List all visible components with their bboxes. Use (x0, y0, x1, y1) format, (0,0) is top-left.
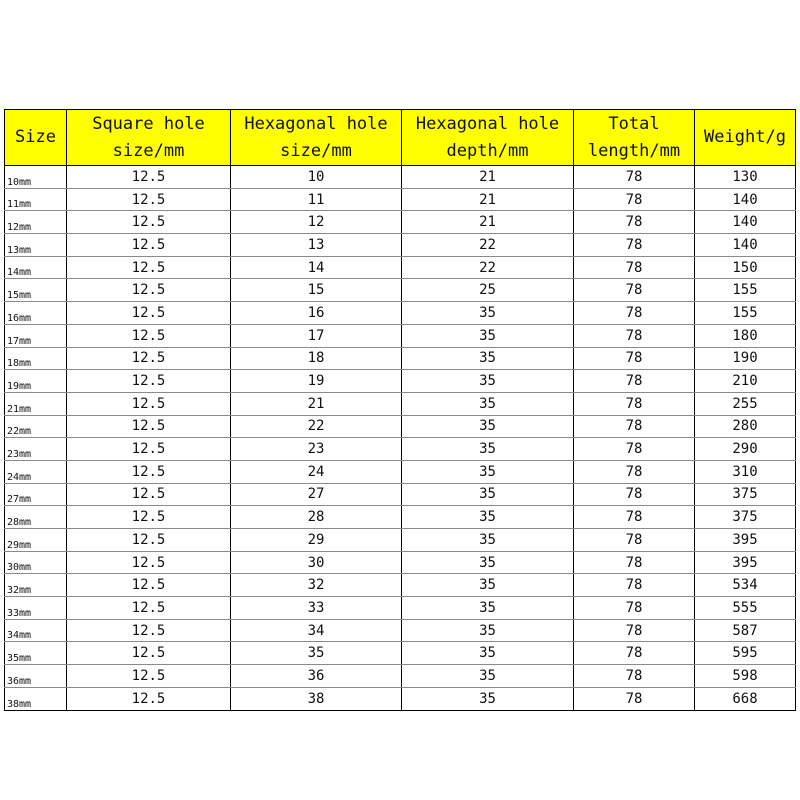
size-cell: 10mm (5, 166, 67, 189)
hexagonal-hole-size-cell: 24 (231, 460, 402, 483)
header-hexagonal-hole-size: Hexagonal hole size/mm (231, 110, 402, 166)
hexagonal-hole-size-cell: 14 (231, 256, 402, 279)
square-hole-size-cell: 12.5 (67, 211, 231, 234)
table-row (5, 211, 796, 234)
table-row (5, 347, 796, 370)
size-cell: 30mm (5, 551, 67, 574)
square-hole-size-cell: 12.5 (67, 415, 231, 438)
table-row (5, 687, 796, 710)
hexagonal-hole-depth-cell: 35 (402, 597, 574, 620)
hexagonal-hole-depth-cell: 35 (402, 574, 574, 597)
hexagonal-hole-depth-cell: 35 (402, 415, 574, 438)
hexagonal-hole-size-cell: 34 (231, 619, 402, 642)
weight-cell: 140 (695, 188, 796, 211)
hexagonal-hole-depth-cell: 35 (402, 642, 574, 665)
table-row (5, 234, 796, 257)
square-hole-size-cell: 12.5 (67, 392, 231, 415)
header-weight: Weight/g (695, 110, 796, 166)
total-length-cell: 78 (574, 370, 695, 393)
total-length-cell: 78 (574, 188, 695, 211)
weight-cell: 280 (695, 415, 796, 438)
size-cell: 19mm (5, 370, 67, 393)
hexagonal-hole-size-cell: 36 (231, 665, 402, 688)
size-cell: 22mm (5, 415, 67, 438)
hexagonal-hole-depth-cell: 35 (402, 483, 574, 506)
size-cell: 12mm (5, 211, 67, 234)
total-length-cell: 78 (574, 551, 695, 574)
hexagonal-hole-size-cell: 13 (231, 234, 402, 257)
weight-cell: 130 (695, 166, 796, 189)
square-hole-size-cell: 12.5 (67, 619, 231, 642)
hexagonal-hole-size-cell: 12 (231, 211, 402, 234)
table-row (5, 665, 796, 688)
size-cell: 27mm (5, 483, 67, 506)
table-body (5, 166, 796, 711)
hexagonal-hole-depth-cell: 35 (402, 324, 574, 347)
total-length-cell: 78 (574, 597, 695, 620)
square-hole-size-cell: 12.5 (67, 551, 231, 574)
weight-cell: 255 (695, 392, 796, 415)
hexagonal-hole-size-cell: 17 (231, 324, 402, 347)
square-hole-size-cell: 12.5 (67, 574, 231, 597)
total-length-cell: 78 (574, 234, 695, 257)
weight-cell: 534 (695, 574, 796, 597)
hexagonal-hole-depth-cell: 22 (402, 256, 574, 279)
total-length-cell: 78 (574, 347, 695, 370)
hexagonal-hole-size-cell: 33 (231, 597, 402, 620)
hexagonal-hole-size-cell: 38 (231, 687, 402, 710)
total-length-cell: 78 (574, 438, 695, 461)
hexagonal-hole-depth-cell: 25 (402, 279, 574, 302)
table-row (5, 415, 796, 438)
size-cell: 38mm (5, 687, 67, 710)
total-length-cell: 78 (574, 460, 695, 483)
table-row (5, 188, 796, 211)
header-size: Size (5, 110, 67, 166)
table-row (5, 551, 796, 574)
hexagonal-hole-depth-cell: 35 (402, 687, 574, 710)
weight-cell: 310 (695, 460, 796, 483)
table-row (5, 483, 796, 506)
table-row (5, 460, 796, 483)
hexagonal-hole-depth-cell: 35 (402, 302, 574, 325)
hexagonal-hole-size-cell: 27 (231, 483, 402, 506)
total-length-cell: 78 (574, 211, 695, 234)
size-cell: 33mm (5, 597, 67, 620)
size-cell: 24mm (5, 460, 67, 483)
total-length-cell: 78 (574, 483, 695, 506)
square-hole-size-cell: 12.5 (67, 324, 231, 347)
hexagonal-hole-size-cell: 19 (231, 370, 402, 393)
square-hole-size-cell: 12.5 (67, 256, 231, 279)
square-hole-size-cell: 12.5 (67, 597, 231, 620)
hexagonal-hole-size-cell: 29 (231, 529, 402, 552)
hexagonal-hole-size-cell: 15 (231, 279, 402, 302)
size-cell: 16mm (5, 302, 67, 325)
size-cell: 34mm (5, 619, 67, 642)
hexagonal-hole-depth-cell: 35 (402, 370, 574, 393)
square-hole-size-cell: 12.5 (67, 529, 231, 552)
weight-cell: 140 (695, 211, 796, 234)
weight-cell: 180 (695, 324, 796, 347)
square-hole-size-cell: 12.5 (67, 438, 231, 461)
hexagonal-hole-size-cell: 16 (231, 302, 402, 325)
square-hole-size-cell: 12.5 (67, 460, 231, 483)
table-row (5, 166, 796, 189)
size-cell: 13mm (5, 234, 67, 257)
hexagonal-hole-size-cell: 30 (231, 551, 402, 574)
hexagonal-hole-depth-cell: 35 (402, 665, 574, 688)
size-cell: 11mm (5, 188, 67, 211)
header-row (5, 110, 796, 166)
weight-cell: 155 (695, 302, 796, 325)
spec-table (4, 109, 796, 711)
total-length-cell: 78 (574, 642, 695, 665)
total-length-cell: 78 (574, 665, 695, 688)
square-hole-size-cell: 12.5 (67, 642, 231, 665)
weight-cell: 155 (695, 279, 796, 302)
square-hole-size-cell: 12.5 (67, 506, 231, 529)
size-cell: 21mm (5, 392, 67, 415)
total-length-cell: 78 (574, 529, 695, 552)
weight-cell: 290 (695, 438, 796, 461)
total-length-cell: 78 (574, 415, 695, 438)
hexagonal-hole-depth-cell: 21 (402, 166, 574, 189)
hexagonal-hole-size-cell: 21 (231, 392, 402, 415)
hexagonal-hole-depth-cell: 21 (402, 188, 574, 211)
hexagonal-hole-size-cell: 35 (231, 642, 402, 665)
hexagonal-hole-size-cell: 22 (231, 415, 402, 438)
hexagonal-hole-depth-cell: 21 (402, 211, 574, 234)
total-length-cell: 78 (574, 324, 695, 347)
square-hole-size-cell: 12.5 (67, 302, 231, 325)
size-cell: 18mm (5, 347, 67, 370)
hexagonal-hole-depth-cell: 35 (402, 438, 574, 461)
total-length-cell: 78 (574, 256, 695, 279)
square-hole-size-cell: 12.5 (67, 687, 231, 710)
size-cell: 15mm (5, 279, 67, 302)
size-cell: 14mm (5, 256, 67, 279)
total-length-cell: 78 (574, 574, 695, 597)
weight-cell: 140 (695, 234, 796, 257)
weight-cell: 668 (695, 687, 796, 710)
table-row (5, 302, 796, 325)
size-cell: 29mm (5, 529, 67, 552)
square-hole-size-cell: 12.5 (67, 483, 231, 506)
table-row (5, 619, 796, 642)
table-row (5, 279, 796, 302)
table-row (5, 392, 796, 415)
square-hole-size-cell: 12.5 (67, 166, 231, 189)
hexagonal-hole-depth-cell: 35 (402, 392, 574, 415)
square-hole-size-cell: 12.5 (67, 279, 231, 302)
weight-cell: 190 (695, 347, 796, 370)
weight-cell: 555 (695, 597, 796, 620)
weight-cell: 395 (695, 529, 796, 552)
total-length-cell: 78 (574, 279, 695, 302)
size-cell: 32mm (5, 574, 67, 597)
table-row (5, 597, 796, 620)
square-hole-size-cell: 12.5 (67, 234, 231, 257)
table-row (5, 574, 796, 597)
header-square-hole-size: Square hole size/mm (67, 110, 231, 166)
size-cell: 28mm (5, 506, 67, 529)
hexagonal-hole-size-cell: 23 (231, 438, 402, 461)
hexagonal-hole-depth-cell: 35 (402, 347, 574, 370)
table-row (5, 256, 796, 279)
weight-cell: 375 (695, 506, 796, 529)
hexagonal-hole-depth-cell: 35 (402, 551, 574, 574)
weight-cell: 395 (695, 551, 796, 574)
square-hole-size-cell: 12.5 (67, 370, 231, 393)
weight-cell: 375 (695, 483, 796, 506)
weight-cell: 587 (695, 619, 796, 642)
table-row (5, 370, 796, 393)
table-row (5, 506, 796, 529)
weight-cell: 595 (695, 642, 796, 665)
total-length-cell: 78 (574, 506, 695, 529)
size-cell: 23mm (5, 438, 67, 461)
square-hole-size-cell: 12.5 (67, 665, 231, 688)
hexagonal-hole-depth-cell: 22 (402, 234, 574, 257)
total-length-cell: 78 (574, 166, 695, 189)
table-row (5, 529, 796, 552)
size-cell: 35mm (5, 642, 67, 665)
weight-cell: 598 (695, 665, 796, 688)
hexagonal-hole-depth-cell: 35 (402, 506, 574, 529)
total-length-cell: 78 (574, 302, 695, 325)
hexagonal-hole-depth-cell: 35 (402, 460, 574, 483)
size-cell: 17mm (5, 324, 67, 347)
total-length-cell: 78 (574, 392, 695, 415)
hexagonal-hole-size-cell: 28 (231, 506, 402, 529)
table-row (5, 324, 796, 347)
hexagonal-hole-size-cell: 10 (231, 166, 402, 189)
square-hole-size-cell: 12.5 (67, 347, 231, 370)
header-hexagonal-hole-depth: Hexagonal hole depth/mm (402, 110, 574, 166)
size-cell: 36mm (5, 665, 67, 688)
hexagonal-hole-depth-cell: 35 (402, 529, 574, 552)
weight-cell: 210 (695, 370, 796, 393)
hexagonal-hole-size-cell: 32 (231, 574, 402, 597)
table-row (5, 438, 796, 461)
table-row (5, 642, 796, 665)
header-total-length: Total length/mm (574, 110, 695, 166)
square-hole-size-cell: 12.5 (67, 188, 231, 211)
hexagonal-hole-depth-cell: 35 (402, 619, 574, 642)
hexagonal-hole-size-cell: 18 (231, 347, 402, 370)
weight-cell: 150 (695, 256, 796, 279)
hexagonal-hole-size-cell: 11 (231, 188, 402, 211)
total-length-cell: 78 (574, 687, 695, 710)
total-length-cell: 78 (574, 619, 695, 642)
